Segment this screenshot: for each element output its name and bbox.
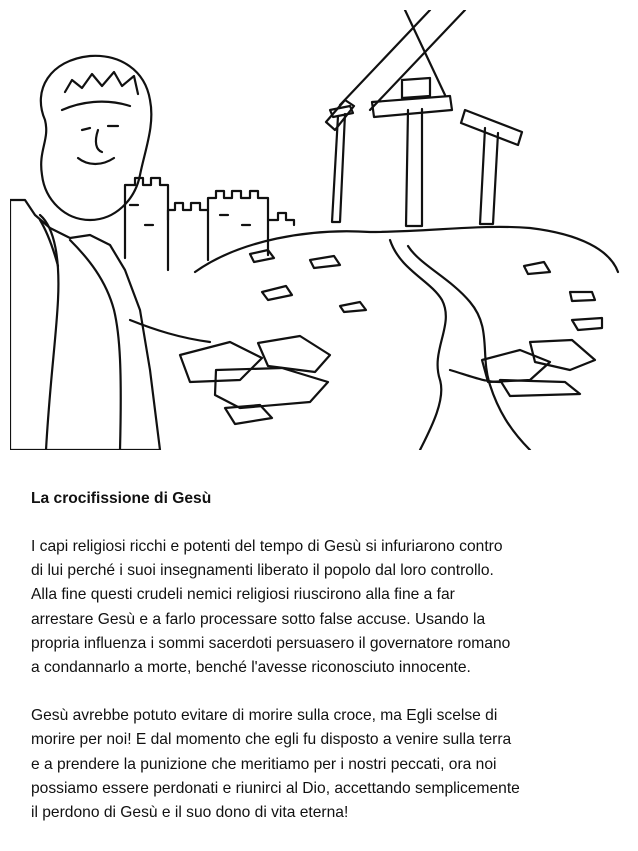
city-walls	[125, 178, 294, 270]
paragraph-line: morire per noi! E dal momento che egli fu disposto a venire sulla terra	[31, 731, 512, 749]
paragraph-line: il perdono di Gesù e il suo dono di vita eterna!	[31, 804, 349, 822]
crucifixion-illustration	[10, 10, 620, 450]
paragraph-line: arrestare Gesù e a farlo processare sotto false accuse. Usando la	[31, 610, 486, 628]
paragraph-line: e a prendere la punizione che meritiamo per i nostri peccati, ora noi	[31, 755, 497, 773]
story-paragraph-2	[31, 704, 617, 825]
story-text-block	[31, 487, 617, 849]
story-paragraph-1	[31, 535, 617, 680]
three-crosses	[326, 78, 522, 226]
paragraph-line: possiamo essere perdonati e riunirci al Dio, accettando semplicemente	[31, 779, 520, 797]
paragraph-line: propria influenza i sommi sacerdoti persuasero il governatore romano	[31, 634, 511, 652]
story-title: La crocifissione di Gesù	[31, 490, 212, 507]
sky-ray-line	[370, 10, 465, 110]
paragraph-line: Gesù avrebbe potuto evitare di morire sulla croce, ma Egli scelse di	[31, 707, 498, 725]
path-on-hill	[390, 240, 446, 450]
sky-ray-line	[405, 10, 445, 95]
paragraph-line: di lui perché i suoi insegnamenti liberato il popolo dal loro controllo.	[31, 562, 494, 580]
sky-ray-line	[340, 10, 430, 105]
jesus-figure	[10, 56, 160, 450]
paragraph-line: a condannarlo a morte, benché l'avesse riconosciuto innocente.	[31, 659, 471, 677]
foreground-rocks	[180, 336, 595, 424]
paragraph-line: I capi religiosi ricchi e potenti del tempo di Gesù si infuriarono contro	[31, 538, 503, 555]
paragraph-line: Alla fine questi crudeli nemici religiosi riuscirono alla fine a far	[31, 586, 455, 604]
